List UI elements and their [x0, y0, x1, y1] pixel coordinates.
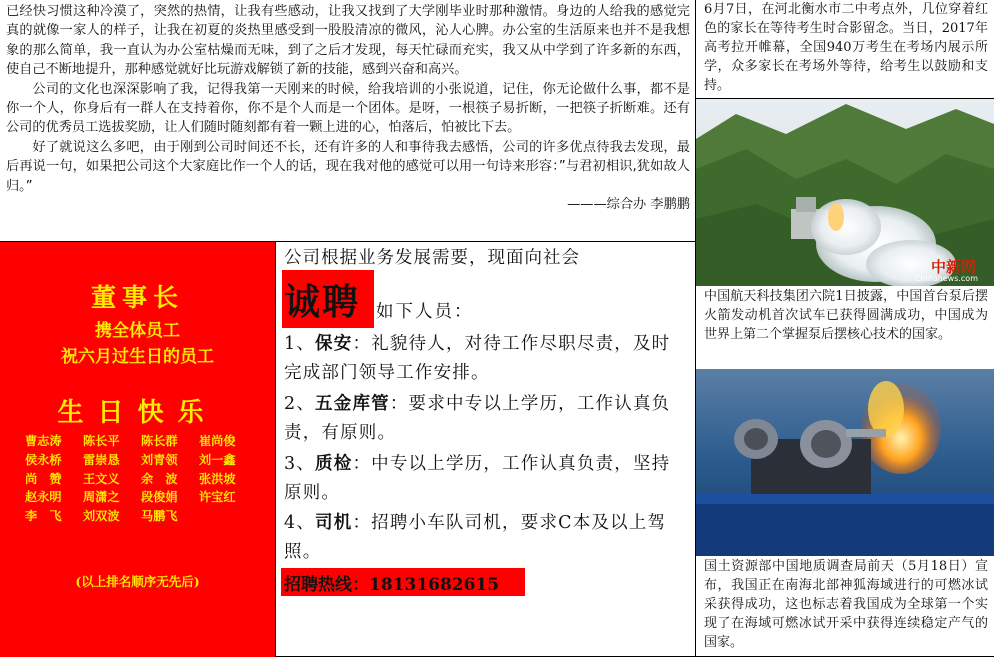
- recruit-follow-text: 如下人员：: [376, 302, 474, 322]
- employee-name: 余 波: [141, 471, 178, 486]
- employee-name: 段俊娟: [141, 490, 178, 505]
- employee-name: 赵永明: [25, 490, 62, 505]
- birthday-panel: [0, 242, 275, 657]
- job-item-quality: [284, 450, 688, 508]
- employee-name: 王文义: [83, 471, 120, 486]
- birthday-line-2: 祝六月过生日的员工: [61, 347, 214, 367]
- watermark-url: Chinanews.com: [914, 274, 978, 283]
- employee-name: 陈长群: [141, 434, 178, 448]
- employee-name: 雷崇恳: [83, 452, 120, 467]
- recruitment-notice: [276, 242, 696, 657]
- employee-name: 刘双波: [83, 509, 120, 524]
- news-item-rocket: 中国航天科技集团六院1日披露，中国首台泵后摆火箭发动机首次试车已获得圆满成功，中国成为世界上第二个掌握泵后摆核心技术的国家。: [704, 289, 988, 342]
- employee-name-list: [25, 432, 265, 526]
- combustible-ice-photo: [696, 369, 994, 556]
- job-role: 司机: [315, 513, 353, 533]
- job-role: 质检: [315, 454, 353, 474]
- employee-name: 尚 赞: [25, 471, 62, 486]
- essay-signature: ———综合办 李鹏鹏: [567, 197, 690, 213]
- employee-name: 刘一鑫: [199, 452, 236, 467]
- job-item-warehouse: [284, 390, 688, 448]
- rocket-engine-photo: [696, 99, 994, 286]
- happy-birthday-heading: 生日快乐: [57, 398, 218, 428]
- chairman-title: 董事长: [90, 283, 184, 312]
- job-item-driver: [284, 509, 688, 567]
- employee-name: 李 飞: [25, 509, 62, 524]
- employee-name: 曹志涛: [25, 434, 62, 448]
- job-number: 4、: [284, 513, 316, 533]
- employee-name: 侯永桥: [25, 452, 62, 467]
- job-number: 2、: [284, 394, 316, 414]
- recruit-hotline: 招聘热线：18131682615: [284, 575, 500, 595]
- news-column: [696, 0, 994, 657]
- essay-paragraph-3: 好了就说这么多吧，由于刚到公司时间还不长，还有许多的人和事待我去感悟，公司的许多优点待我去发现，最后再说一句，如果把公司这个大家庭比作一个人的话，现在我对他的感觉可以用一句诗来形容：”与君初相识,犹如故人归。”: [6, 139, 690, 194]
- names-order-note: (以上排名顺序无先后): [75, 574, 200, 589]
- job-description: ：中专以上学历，工作认真负责，坚持原则。: [284, 454, 671, 503]
- news-item-combustible-ice: 国土资源部中国地质调查局前天（5月18日）宣布，我国正在南海北部神狐海域进行的可燃冰试采获得成功，这也标志着我国成为全球第一个实现了在海域可燃冰试开采中获得连续稳定产气的国家。: [704, 559, 988, 650]
- essay-paragraph-2: 公司的文化也深深影响了我，记得我第一天刚来的时候，给我培训的小张说道，记住，你无论做什么事，都不是你一个人，你身后有一群人在支持着你，你不是个人而是一个团体。是呀，一根筷子易折断，一把筷子折断难。还有公司的优秀员工选拔奖励，让人们随时随刻都有着一颗上进的心，怕落后，怕被比下去。: [6, 81, 690, 136]
- gas-flare-platform-image: [696, 369, 994, 556]
- employee-name: 马鹏飞: [141, 509, 178, 524]
- birthday-line-1: 携全体员工: [95, 321, 180, 341]
- essay-article: [0, 0, 694, 242]
- employee-name: 张洪坡: [199, 471, 236, 486]
- hire-heading: 诚聘: [284, 281, 361, 323]
- employee-name: 刘青领: [141, 452, 178, 467]
- essay-paragraph-1: 已经快习惯这种冷漠了，突然的热情，让我有些感动，让我又找到了大学刚毕业时那种激情。身边的人给我的感觉完真的就像一家人的样子，让我在初夏的炎热里感受到一股股清凉的微风，沁人心脾。办公室的生活原来也并不是我想象的那么简单，我一直认为办公室枯燥而无味，到了之后才发现，每天忙碌而充实，我又从中学到了许多新的东西，使自己不断地提升，那种感觉就好比玩游戏解锁了新的技能，感到兴奋和高兴。: [6, 4, 690, 78]
- job-item-security: [284, 330, 688, 388]
- job-description: ：礼貌待人，对待工作尽职尽责，及时完成部门领导工作安排。: [284, 334, 671, 383]
- job-number: 3、: [284, 454, 316, 474]
- employee-name: 周潇之: [83, 490, 120, 505]
- job-role: 五金库管: [315, 394, 390, 414]
- job-number: 1、: [284, 334, 316, 354]
- employee-name: 崔尚俊: [199, 434, 236, 448]
- watermark-logo: 中新网: [930, 258, 976, 276]
- news-item-exam: 6月7日，在河北衡水市二中考点外，几位穿着红色的家长在等待考生时合影留念。当日，2017年高考拉开帷幕，全国940万考生在考场内展示所学，众多家长在考场外等待，给考生以鼓励和支持。: [704, 2, 988, 93]
- job-description: ：要求中专以上学历，工作认真负责，有原则。: [284, 394, 671, 443]
- employee-name: 许宝红: [199, 490, 236, 505]
- job-role: 保安: [315, 334, 353, 354]
- employee-name: 陈长平: [83, 434, 120, 448]
- job-description: ：招聘小车队司机，要求C本及以上驾照。: [284, 513, 667, 562]
- recruit-intro: 公司根据业务发展需要，现面向社会: [284, 248, 580, 268]
